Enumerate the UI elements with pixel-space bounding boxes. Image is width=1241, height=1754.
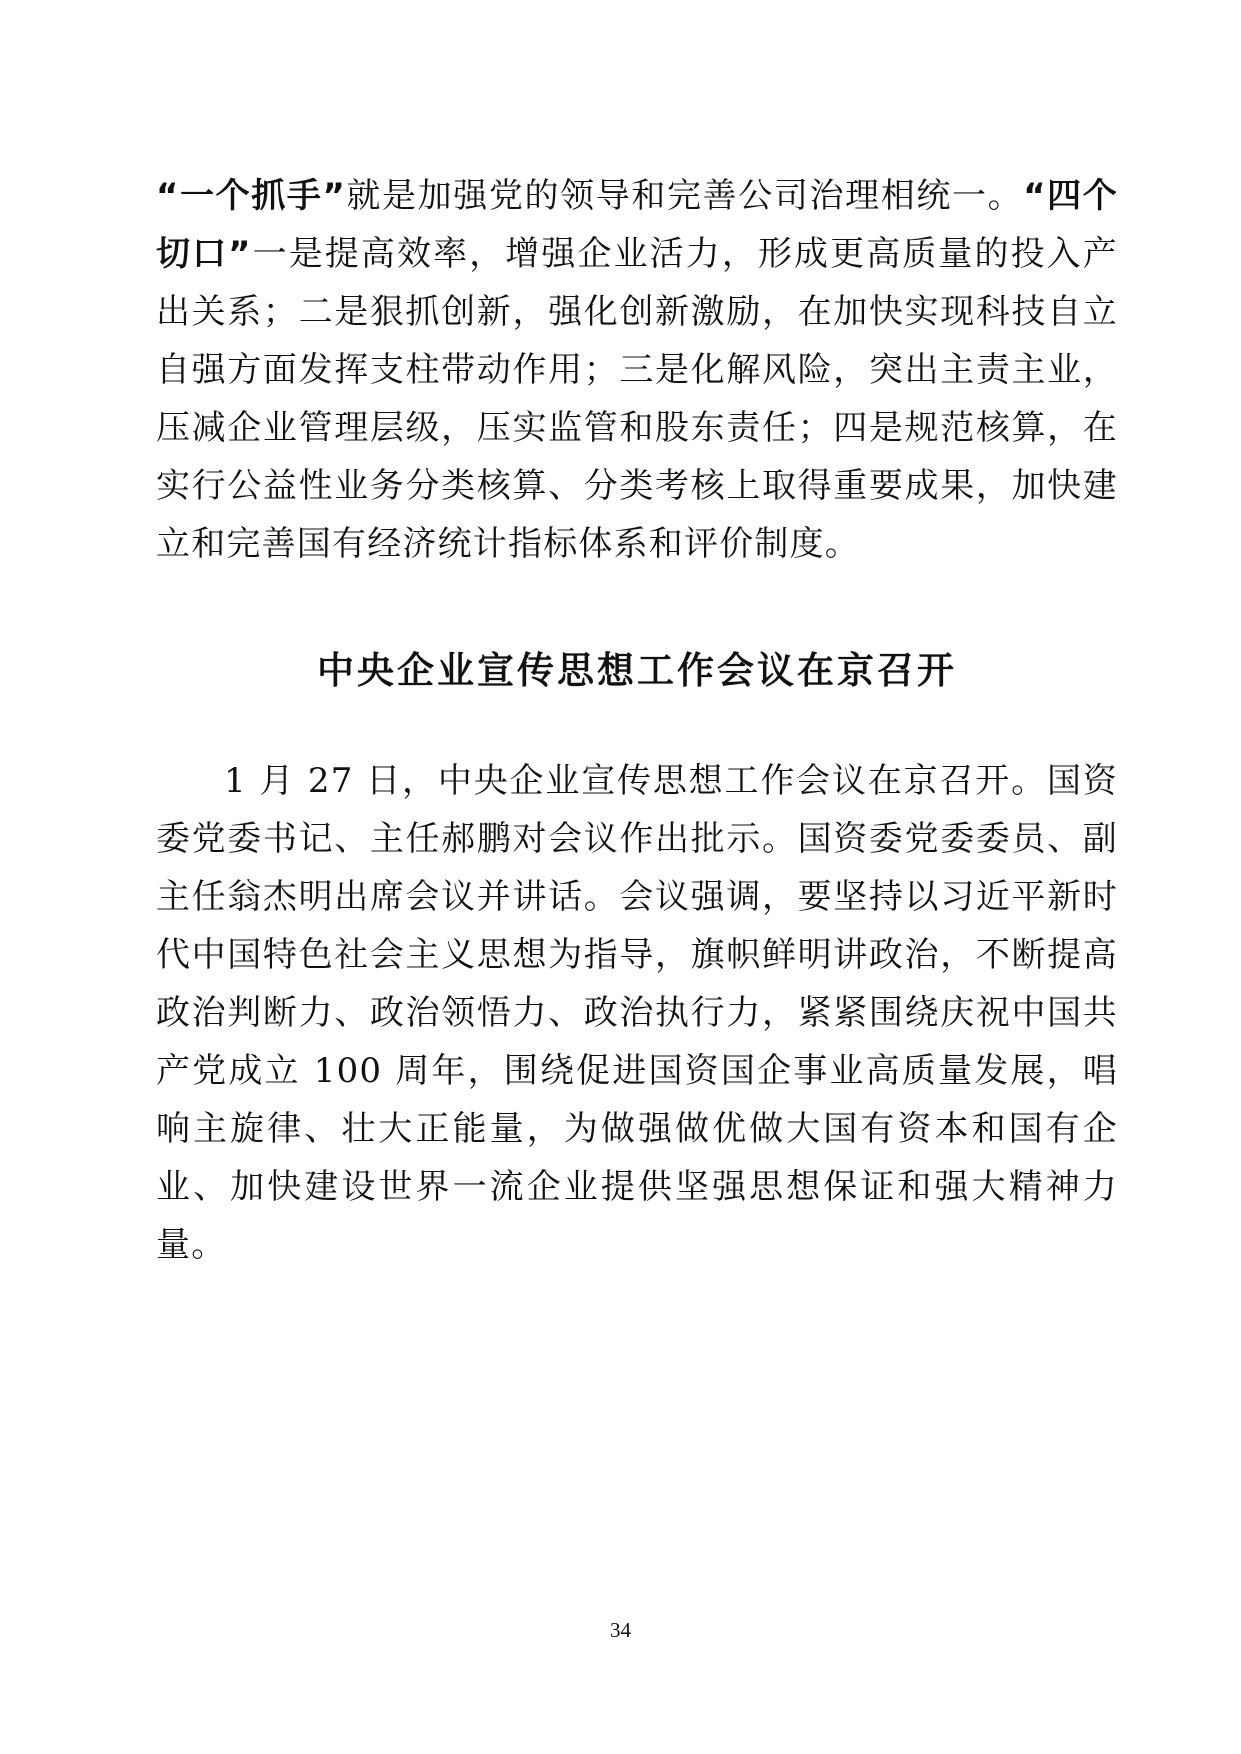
section-heading: 中央企业宣传思想工作会议在京召开 (317, 649, 957, 692)
paragraph-text-one-grip: 就是加强党的领导和完善公司治理相统一。 (346, 176, 1024, 216)
bold-term-one-grip: “一个抓手” (156, 176, 346, 216)
paragraph-meeting-report: 1 月 27 日，中央企业宣传思想工作会议在京召开。国资委党委书记、主任郝鹏对会议作出批示。国资委党委委员、副主任翁杰明出席会议并讲话。会议强调，要坚持以习近平新时代中国特色社会主义思想为指导，旗帜鲜明讲政治，不断提高政治判断力、政治领悟力、政治执行力，紧紧围绕庆祝中国共产党成立 100 周年，围绕促进国资国企事业高质量发展，唱响主旋律、壮大正能量，为做强做优做大国有资本和国有企业、加快建设世界一流企业提供坚强思想保证和强大精神力量。 (156, 761, 1118, 1265)
paragraph-text-four-entry-points: 一是提高效率，增强企业活力，形成更高质量的投入产出关系；二是狠抓创新，强化创新激励，在加快实现科技自立自强方面发挥支柱带动作用；三是化解风险，突出主责主业，压减企业管理层级，压实监管和股东责任；四是规范核算，在实行公益性业务分类核算、分类考核上取得重要成果，加快建立和完善国有经济统计指标体系和评价制度。 (156, 234, 1118, 564)
paragraph-four-entry-points (156, 167, 1118, 573)
bold-term-four-entry-points: “四个切口” (156, 176, 1118, 274)
page-number: 34 (610, 1618, 631, 1642)
